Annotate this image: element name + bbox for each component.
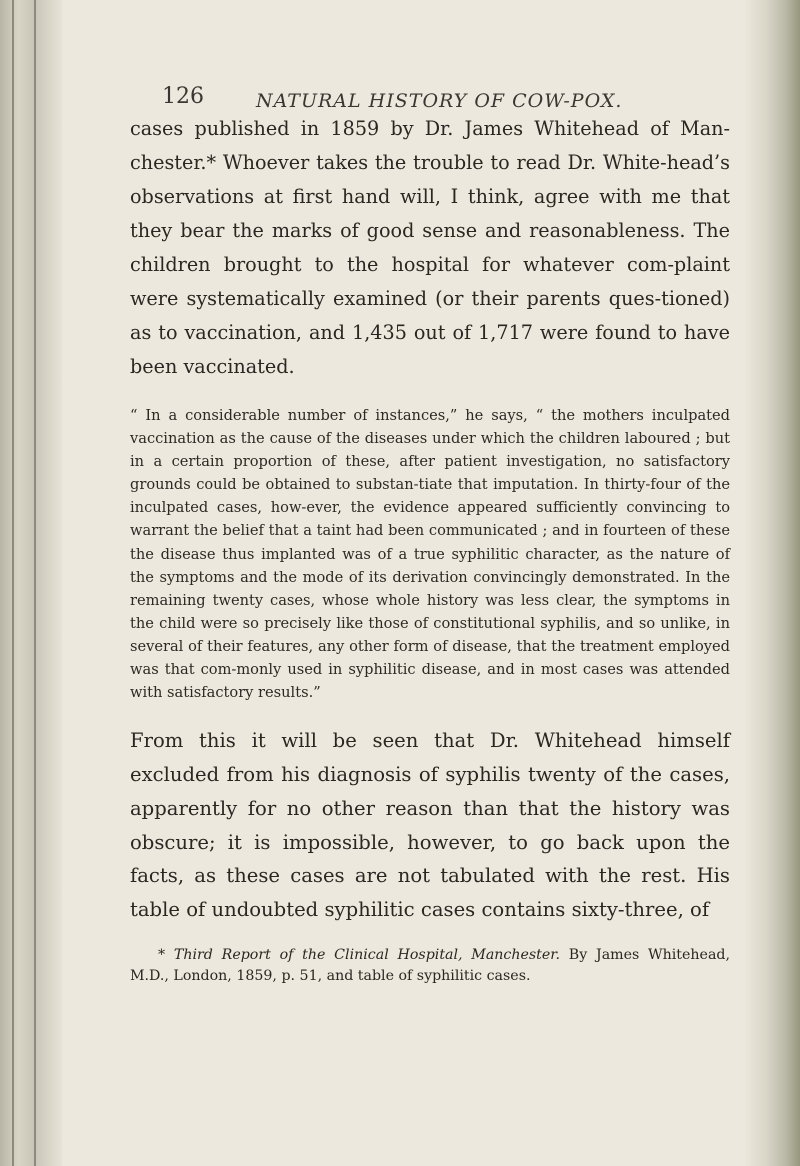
footnote xyxy=(130,945,730,987)
footnote-marker: * xyxy=(158,947,174,963)
page-edge-right xyxy=(744,0,800,1166)
page-number: 126 xyxy=(162,84,204,109)
book-page xyxy=(130,60,730,987)
footnote-source-title: Third Report of the Clinical Hospital, Manchester. xyxy=(173,947,561,963)
paragraph-2: From this it will be seen that Dr. Whitehead himself excluded from his diagnosis of syphilis twenty of the cases, apparently for no other reason than that the history was obscure; it is impossible, however, to go back upon the facts, as these cases are not tabulated with the rest. His table of undoubted syphilitic cases contains sixty-three, of xyxy=(130,729,730,922)
footnote-details: By James Whitehead, M.D., London, 1859, p. 51, and table of syphilitic cases. xyxy=(130,947,730,984)
paragraph-1: cases published in 1859 by Dr. James Whitehead of Man-chester.* Whoever takes the trouble to read Dr. White-head’s observations at first hand will, I think, agree with me that they bear the marks of good sense and reasonableness. The children brought to the hospital for whatever com-plaint were systematically examined (or their parents ques-tioned) as to vaccination, and 1,435 out of 1,717 were found to have been vaccinated. xyxy=(130,117,730,378)
block-quote: “ In a considerable number of instances,” he says, “ the mothers inculpated vaccination as the cause of the diseases under which the children laboured ; but in a certain proportion of these, after patient investigation, no satisfactory grounds could be obtained to substan-tiate that imputation. In thirty-four of the inculpated cases, how-ever, the evidence appeared sufficiently convincing to warrant the belief that a taint had been communicated ; and in fourteen of these the disease thus implanted was of a true syphilitic character, as the nature of the symptoms and the mode of its derivation convincingly demonstrated. In the remaining twenty cases, whose whole history was less clear, the symptoms in the child were so precisely like those of constitutional syphilis, and so unlike, in several of their features, any other form of disease, that the treatment employed was that com-monly used in syphilitic disease, and in most cases was attended with satisfactory results.” xyxy=(130,407,730,702)
page-header xyxy=(130,60,730,110)
book-binding-left xyxy=(0,0,62,1166)
running-title: NATURAL HISTORY OF COW-POX. xyxy=(256,90,623,112)
